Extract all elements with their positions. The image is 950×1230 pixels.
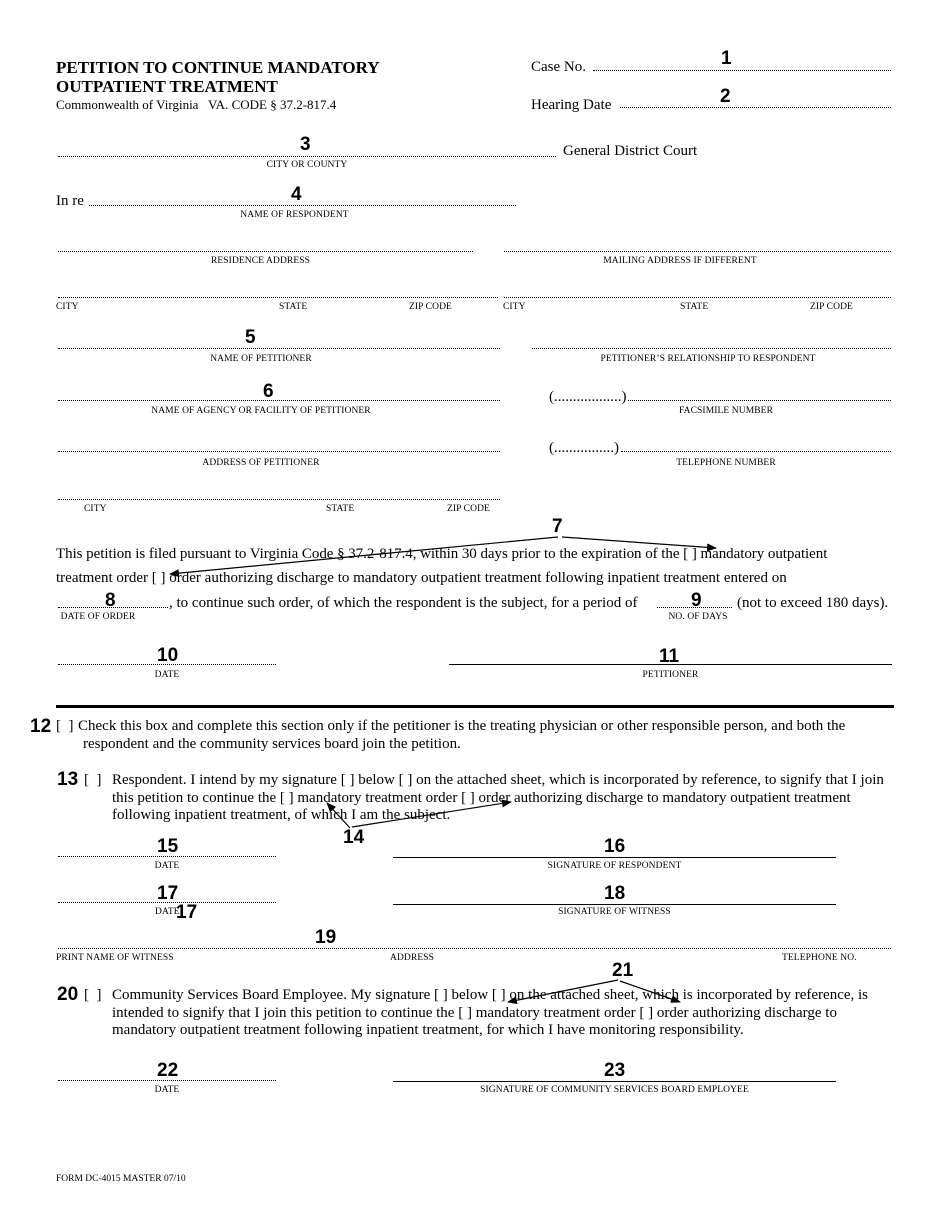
field-number-19: 19 xyxy=(315,927,337,948)
witness-name-address-phone-field[interactable] xyxy=(58,948,891,949)
field-number-15: 15 xyxy=(157,836,179,857)
field-number-17: 17 xyxy=(157,883,179,904)
mailing-city-state-zip-field[interactable] xyxy=(504,297,891,298)
mailing-state-caption: STATE xyxy=(680,302,709,312)
section-divider xyxy=(56,705,894,708)
respondent-name-caption: NAME OF RESPONDENT xyxy=(240,210,349,220)
form-subtitle: Commonwealth of Virginia VA. CODE § 37.2-817.4 xyxy=(56,97,337,112)
field-number-4: 4 xyxy=(291,184,302,205)
residence-address-caption: RESIDENCE ADDRESS xyxy=(210,256,311,266)
field-number-6: 6 xyxy=(263,381,274,402)
petitioner-city-state-zip-field[interactable] xyxy=(58,499,500,500)
field-number-23: 23 xyxy=(604,1060,626,1081)
residence-city-caption: CITY xyxy=(56,302,79,312)
form-title-line2: OUTPATIENT TREATMENT xyxy=(56,77,278,96)
petition-date-caption: DATE xyxy=(154,670,180,680)
witness-signature-caption: SIGNATURE OF WITNESS xyxy=(558,907,671,917)
field-number-8: 8 xyxy=(105,590,116,611)
csb-date-caption: DATE xyxy=(154,1085,180,1095)
field-number-10: 10 xyxy=(157,645,179,666)
case-no-field[interactable] xyxy=(593,70,891,71)
field-number-9: 9 xyxy=(691,590,702,611)
phone-number-caption: TELEPHONE NUMBER xyxy=(676,458,776,468)
respondent-section-text: Respondent. I intend by my signature [ ] below [ ] on the attached sheet, which is incorporated by reference, to signify that I join this petition to continue the [ ] mandatory treatment order [ ] order authorizing discharge to mandatory outpatient treatment following inpatient treatment, of which I am the subject. xyxy=(112,772,884,823)
field-number-1: 1 xyxy=(721,48,732,69)
field-number-21: 21 xyxy=(612,960,634,981)
witness-address-caption: ADDRESS xyxy=(390,953,434,963)
petition-statement-line2: treatment order [ ] order authorizing discharge to mandatory outpatient treatment following inpatient treatment entered on xyxy=(56,570,787,586)
mailing-address-field[interactable] xyxy=(504,251,891,252)
no-of-days-caption: NO. OF DAYS xyxy=(668,612,728,622)
witness-telephone-caption: TELEPHONE NO. xyxy=(782,953,857,963)
respondent-date-caption: DATE xyxy=(154,861,180,871)
relationship-field[interactable] xyxy=(532,348,891,349)
city-or-county-field[interactable] xyxy=(58,156,556,157)
field-number-3: 3 xyxy=(300,134,311,155)
relationship-caption: PETITIONER’S RELATIONSHIP TO RESPONDENT xyxy=(600,354,816,364)
in-re-label: In re xyxy=(56,193,84,209)
form-id: FORM DC-4015 MASTER 07/10 xyxy=(56,1174,186,1184)
field-number-2: 2 xyxy=(720,86,731,107)
court-label: General District Court xyxy=(563,143,698,159)
petition-statement-line1: This petition is filed pursuant to Virginia Code § 37.2-817.4, within 30 days prior to the expiration of the [ ] mandatory outpatient xyxy=(56,546,828,562)
field-number-7: 7 xyxy=(552,516,563,537)
petitioner-address-field[interactable] xyxy=(58,451,500,452)
residence-address-field[interactable] xyxy=(58,251,473,252)
city-or-county-caption: CITY OR COUNTY xyxy=(266,160,348,170)
field-number-13: 13 xyxy=(57,769,79,790)
field-number-20: 20 xyxy=(57,984,79,1005)
hearing-date-label: Hearing Date xyxy=(531,97,612,113)
field-number-11: 11 xyxy=(659,646,680,667)
csb-checkbox[interactable]: [ ] xyxy=(84,987,102,1003)
field-number-17-duplicate: 17 xyxy=(176,902,198,923)
mailing-city-caption: CITY xyxy=(503,302,526,312)
respondent-name-field[interactable] xyxy=(89,205,516,206)
petitioner-zip-caption: ZIP CODE xyxy=(447,504,490,514)
mailing-zip-caption: ZIP CODE xyxy=(810,302,853,312)
field-number-18: 18 xyxy=(604,883,626,904)
fax-number-caption: FACSIMILE NUMBER xyxy=(678,406,774,416)
field-number-22: 22 xyxy=(157,1060,179,1081)
date-of-order-caption: DATE OF ORDER xyxy=(60,612,136,622)
petitioner-state-caption: STATE xyxy=(326,504,355,514)
phone-number-field[interactable] xyxy=(621,451,891,452)
field-number-14: 14 xyxy=(343,827,365,848)
fax-area-code[interactable]: (..................) xyxy=(549,389,627,405)
agency-name-caption: NAME OF AGENCY OR FACILITY OF PETITIONER xyxy=(151,406,371,416)
physician-checkbox[interactable]: [ ] xyxy=(56,718,74,734)
agency-name-field[interactable] xyxy=(58,400,500,401)
case-no-label: Case No. xyxy=(531,59,586,75)
residence-zip-caption: ZIP CODE xyxy=(409,302,452,312)
petitioner-city-caption: CITY xyxy=(84,504,107,514)
form-title-line1: PETITION TO CONTINUE MANDATORY xyxy=(56,58,380,77)
petition-statement-limit: (not to exceed 180 days). xyxy=(737,595,889,611)
mailing-address-caption: MAILING ADDRESS IF DIFFERENT xyxy=(603,256,757,266)
hearing-date-field[interactable] xyxy=(620,107,891,108)
residence-city-state-zip-field[interactable] xyxy=(58,297,498,298)
field-number-12: 12 xyxy=(30,716,52,737)
petitioner-name-field[interactable] xyxy=(58,348,500,349)
phone-area-code[interactable]: (................) xyxy=(549,440,619,456)
petition-statement-line3: , to continue such order, of which the respondent is the subject, for a period of xyxy=(169,595,638,611)
field-number-16: 16 xyxy=(604,836,626,857)
fax-number-field[interactable] xyxy=(628,400,891,401)
field-number-5: 5 xyxy=(245,327,256,348)
physician-section-text: Check this box and complete this section only if the petitioner is the treating physician or other responsible person, and both the respondent and the community services board join the petition. xyxy=(78,718,846,752)
petitioner-signature-caption: PETITIONER xyxy=(642,670,699,680)
witness-print-name-caption: PRINT NAME OF WITNESS xyxy=(56,953,174,963)
residence-state-caption: STATE xyxy=(279,302,308,312)
csb-section-text: Community Services Board Employee. My signature [ ] below [ ] on the attached sheet, which is incorporated by reference, is intended to signify that I join this petition to continue the [ ] mandatory treatment order [ ] order authorizing discharge to mandatory outpatient treatment following inpatient treatment, for which I have monitoring responsibility. xyxy=(112,987,869,1038)
petitioner-address-caption: ADDRESS OF PETITIONER xyxy=(202,458,320,468)
csb-signature-caption: SIGNATURE OF COMMUNITY SERVICES BOARD EMPLOYEE xyxy=(480,1085,749,1095)
respondent-signature-caption: SIGNATURE OF RESPONDENT xyxy=(547,861,682,871)
petitioner-name-caption: NAME OF PETITIONER xyxy=(210,354,312,364)
respondent-checkbox[interactable]: [ ] xyxy=(84,772,102,788)
witness-date-caption: DATE xyxy=(155,907,180,917)
